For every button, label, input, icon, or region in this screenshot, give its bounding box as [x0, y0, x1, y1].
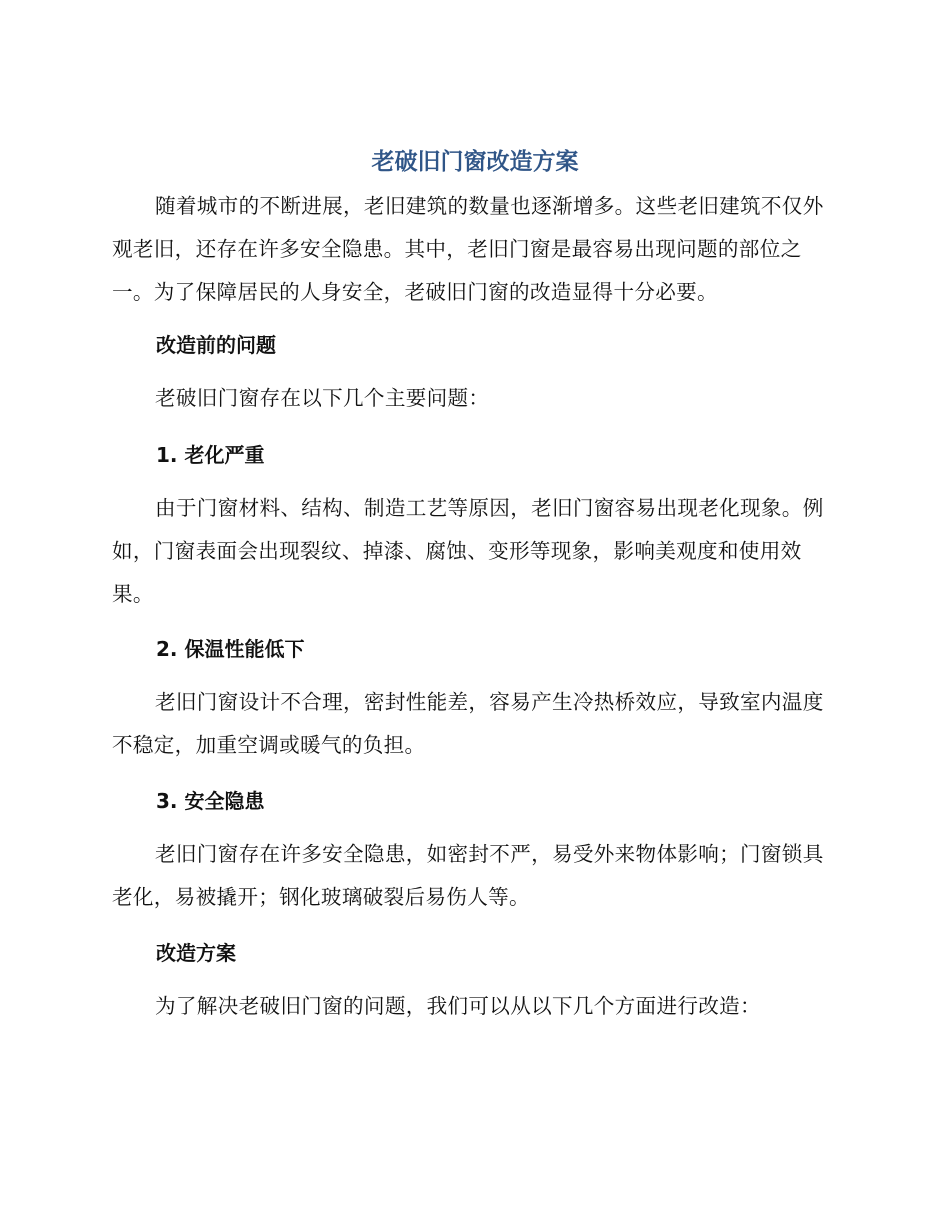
section-heading-plan: 改造方案	[156, 941, 236, 965]
intro-paragraph: 随着城市的不断进展，老旧建筑的数量也逐渐增多。这些老旧建筑不仅外观老旧，还存在许多安全隐患。其中，老旧门窗是最容易出现问题的部位之一。为了保障居民的人身安全，老破旧门窗的改造显得十分必要。	[112, 194, 824, 304]
problem-text-safety: 老旧门窗存在许多安全隐患，如密封不严，易受外来物体影响；门窗锁具老化，易被撬开；钢化玻璃破裂后易伤人等。	[112, 842, 824, 909]
document-title: 老破旧门窗改造方案	[371, 149, 579, 175]
problem-text-insulation: 老旧门窗设计不合理，密封性能差，容易产生冷热桥效应，导致室内温度不稳定，加重空调或暖气的负担。	[112, 690, 824, 757]
section-heading-problems: 改造前的问题	[156, 333, 276, 357]
problem-heading-safety: 3. 安全隐患	[156, 789, 265, 813]
problem-text-aging: 由于门窗材料、结构、制造工艺等原因，老旧门窗容易出现老化现象。例如，门窗表面会出现裂纹、掉漆、腐蚀、变形等现象，影响美观度和使用效果。	[112, 496, 824, 606]
plan-lead-paragraph: 为了解决老破旧门窗的问题，我们可以从以下几个方面进行改造：	[155, 994, 761, 1018]
problems-lead-paragraph: 老破旧门窗存在以下几个主要问题：	[155, 386, 490, 410]
problem-heading-aging: 1. 老化严重	[156, 443, 265, 467]
problem-heading-insulation: 2. 保温性能低下	[156, 637, 305, 661]
